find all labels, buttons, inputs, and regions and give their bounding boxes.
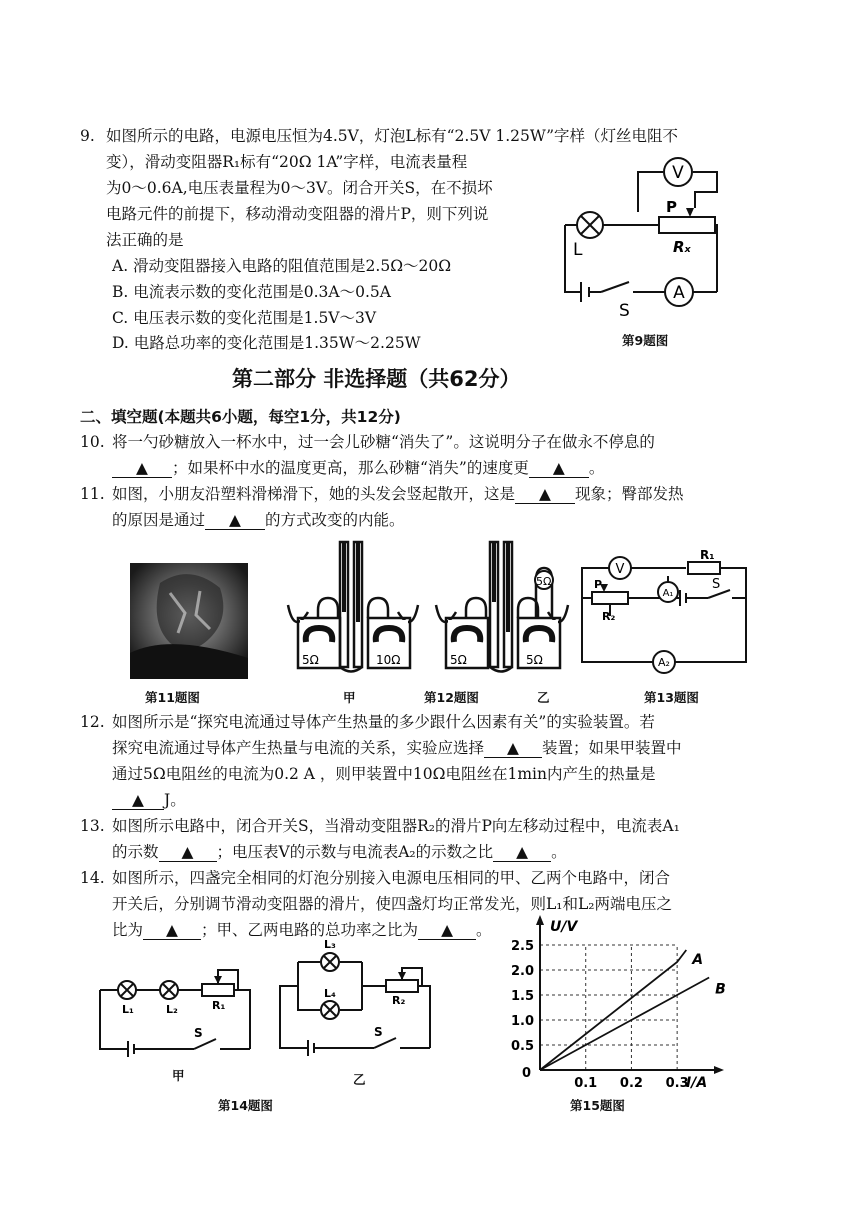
fig11-photo <box>130 563 248 679</box>
fig12-yi-label: 乙 <box>537 690 550 705</box>
q9-option-c: C. 电压表示数的变化范围是1.5V～3V <box>112 309 377 327</box>
q13-blank-1[interactable]: ▲ <box>159 843 217 862</box>
fig12-jia-apparatus <box>288 540 420 680</box>
fig15-series-label-B: B <box>715 981 726 998</box>
q14-blank-1[interactable]: ▲ <box>143 921 201 940</box>
q12-number: 12. <box>80 713 105 731</box>
fig15-grid <box>540 945 677 1070</box>
q9-stem-line-4: 电路元件的前提下，移动滑动变阻器的滑片P，则下列说 <box>106 205 489 223</box>
fig15-y-tick-label: 2.0 <box>510 964 534 979</box>
fig9-lamp-label: L <box>573 240 583 260</box>
fig12-jia-resistor-left-label: 5Ω <box>302 653 319 667</box>
q14-line-1: 如图所示，四盏完全相同的灯泡分别接入电源电压相同的甲、乙两个电路中，闭合 <box>112 869 671 887</box>
fig13-r1-label: R₁ <box>700 548 715 562</box>
fig9-slider-label: P <box>666 198 677 216</box>
fig12-yi-external-resistor-label: 5Ω <box>536 575 552 588</box>
q13-blank-2[interactable]: ▲ <box>493 843 551 862</box>
fig14-jia-lamp-l1-icon <box>118 981 136 999</box>
q12-line-3: 通过5Ω电阻丝的电流为0.2 A ，则甲装置中10Ω电阻丝在1min内产生的热量是 <box>112 765 656 783</box>
fig15-y-tick-label: 1.0 <box>510 1014 534 1029</box>
fig14-yi-label: 乙 <box>353 1072 366 1087</box>
fig14-jia-label: 甲 <box>172 1068 185 1083</box>
q14-line-2: 开关后，分别调节滑动变阻器的滑片，使四盏灯均正常发光，则L₁和L₂两端电压之 <box>112 895 673 913</box>
fig14-yi-lamp-l3-icon <box>321 953 339 971</box>
fig15-y-tick-label: 1.5 <box>510 989 534 1004</box>
q11-blank-1[interactable]: ▲ <box>515 485 575 504</box>
fig13-r2-label: R₂ <box>602 610 616 623</box>
fig9-circuit <box>555 160 725 321</box>
part2-title: 第二部分 非选择题（共62分） <box>232 367 521 391</box>
fig9-lamp-icon <box>577 212 603 238</box>
fig14-jia-l1-label: L₁ <box>122 1003 134 1016</box>
fig14-yi-r2-label: R₂ <box>392 994 406 1007</box>
fig15-y-tick-label: 0.5 <box>510 1039 534 1054</box>
fig12-jia-resistor-right-label: 10Ω <box>376 653 401 667</box>
fig13-a1-label: A₁ <box>662 588 674 599</box>
fig13-circuit <box>580 548 750 678</box>
q12-blank-1[interactable]: ▲ <box>484 739 542 758</box>
q12-line-2: 探究电流通过导体产生热量与电流的关系，实验应选择 ▲ 装置；如果甲装置中 <box>112 739 682 757</box>
q13-number: 13. <box>80 817 105 835</box>
q10-blank-2[interactable]: ▲ <box>529 459 589 478</box>
q10-line-2: ▲ ；如果杯中水的温度更高，那么砂糖“消失”的速度更 ▲ 。 <box>112 457 604 479</box>
fig11-caption: 第11题图 <box>145 690 200 705</box>
fig14-yi-l3-label: L₃ <box>324 938 336 951</box>
fig14-jia-slider-arrow-icon <box>214 976 222 984</box>
fig9-switch-label: S <box>619 301 630 321</box>
fig15-series-label-A: A <box>692 952 704 968</box>
fig14-caption: 第14题图 <box>218 1098 273 1113</box>
fig9-voltmeter-label: V <box>672 163 684 183</box>
fig14-jia-r1-label: R₁ <box>212 999 226 1012</box>
fig14-yi-l4-label: L₄ <box>324 987 336 1000</box>
q9-option-b: B. 电流表示数的变化范围是0.3A～0.5A <box>112 283 391 301</box>
q13-line-2: 的示数 ▲ ；电压表V的示数与电流表A₂的示数之比 ▲ 。 <box>112 843 567 861</box>
q14-blank-2[interactable]: ▲ <box>418 921 476 940</box>
q10-number: 10. <box>80 433 105 451</box>
fig15-x-tick-label: 0.1 <box>574 1076 598 1091</box>
fig15-series-line-B <box>540 978 709 1071</box>
q9-stem-line-2: 变），滑动变阻器R₁标有“20Ω 1A”字样，电流表量程 <box>106 153 468 171</box>
fig9-caption: 第9题图 <box>622 333 669 348</box>
section2-title: 二、填空题(本题共6小题，每空1分，共12分) <box>80 408 401 426</box>
q9-stem-line-1: 如图所示的电路，电源电压恒为4.5V，灯泡L标有“2.5V 1.25W”字样（灯丝电阻不 <box>106 127 678 145</box>
q9-option-d: D. 电路总功率的变化范围是1.35W～2.25W <box>112 334 421 352</box>
q12-line-4: ▲ J。 <box>112 789 186 811</box>
fig9-rheostat-label: Rₓ <box>673 238 691 256</box>
q9-stem-line-5: 法正确的是 <box>106 231 184 249</box>
fig12-yi-apparatus <box>436 540 571 680</box>
q9-stem-line-3: 为0～0.6A,电压表量程为0～3V。闭合开关S，在不损坏 <box>106 179 493 197</box>
fig15-caption: 第15题图 <box>570 1098 625 1113</box>
fig15-x-arrow-icon <box>714 1066 724 1074</box>
fig15-y-arrow-icon <box>536 915 544 925</box>
fig13-caption: 第13题图 <box>644 690 699 705</box>
fig15-y-axis-label: U/V <box>550 919 578 935</box>
q9-option-a: A. 滑动变阻器接入电路的阻值范围是2.5Ω～20Ω <box>112 257 452 275</box>
q14-number: 14. <box>80 869 105 887</box>
q9-number: 9. <box>80 127 95 145</box>
q14-line-3: 比为 ▲ ；甲、乙两电路的总功率之比为 ▲ 。 <box>112 921 492 939</box>
fig15-x-tick-label: 0.3 <box>665 1076 689 1091</box>
fig12-yi-resistor-right-label: 5Ω <box>526 653 543 667</box>
q12-blank-2[interactable]: ▲ <box>112 791 164 810</box>
fig14-yi-slider-arrow-icon <box>398 972 406 980</box>
fig14-yi-switch-label: S <box>374 1025 383 1039</box>
fig13-voltmeter-label: V <box>615 562 625 577</box>
fig12-jia-label: 甲 <box>343 690 356 705</box>
fig14-jia-circuit <box>98 965 258 1065</box>
fig12-yi-resistor-left-label: 5Ω <box>450 653 467 667</box>
fig15-chart <box>500 915 730 1095</box>
fig13-slider-label: P <box>594 578 603 591</box>
q11-line-2: 的原因是通过 ▲ 的方式改变的内能。 <box>112 511 405 529</box>
fig9-ammeter-label: A <box>673 283 685 303</box>
fig15-series-line-A <box>540 950 686 1070</box>
fig9-slider-arrow-icon <box>686 208 694 217</box>
q11-number: 11. <box>80 485 105 503</box>
fig12-caption: 第12题图 <box>424 690 479 705</box>
fig14-yi-lamp-l4-icon <box>321 1001 339 1019</box>
q11-line-1: 如图，小朋友沿塑料滑梯滑下，她的头发会竖起散开，这是 ▲ 现象；臀部发热 <box>112 485 684 503</box>
fig15-origin-label: 0 <box>522 1066 532 1081</box>
fig15-y-tick-label: 2.5 <box>510 939 534 954</box>
fig15-x-axis-label: I/A <box>686 1075 708 1091</box>
fig13-a2-label: A₂ <box>658 656 670 669</box>
q10-line-1: 将一勺砂糖放入一杯水中，过一会儿砂糖“消失了”。这说明分子在做永不停息的 <box>112 433 655 451</box>
q11-blank-2[interactable]: ▲ <box>205 511 265 530</box>
q10-blank-1[interactable]: ▲ <box>112 459 172 478</box>
fig14-jia-lamp-l2-icon <box>160 981 178 999</box>
q12-line-1: 如图所示是“探究电流通过导体产生热量的多少跟什么因素有关”的实验装置。若 <box>112 713 655 731</box>
q13-line-1: 如图所示电路中，闭合开关S，当滑动变阻器R₂的滑片P向左移动过程中，电流表A₁ <box>112 817 680 835</box>
fig14-yi-circuit <box>278 940 438 1064</box>
fig13-switch-label: S <box>712 577 721 592</box>
fig14-jia-l2-label: L₂ <box>166 1003 178 1016</box>
fig15-x-tick-label: 0.2 <box>619 1076 643 1091</box>
fig14-jia-switch-label: S <box>194 1026 203 1040</box>
